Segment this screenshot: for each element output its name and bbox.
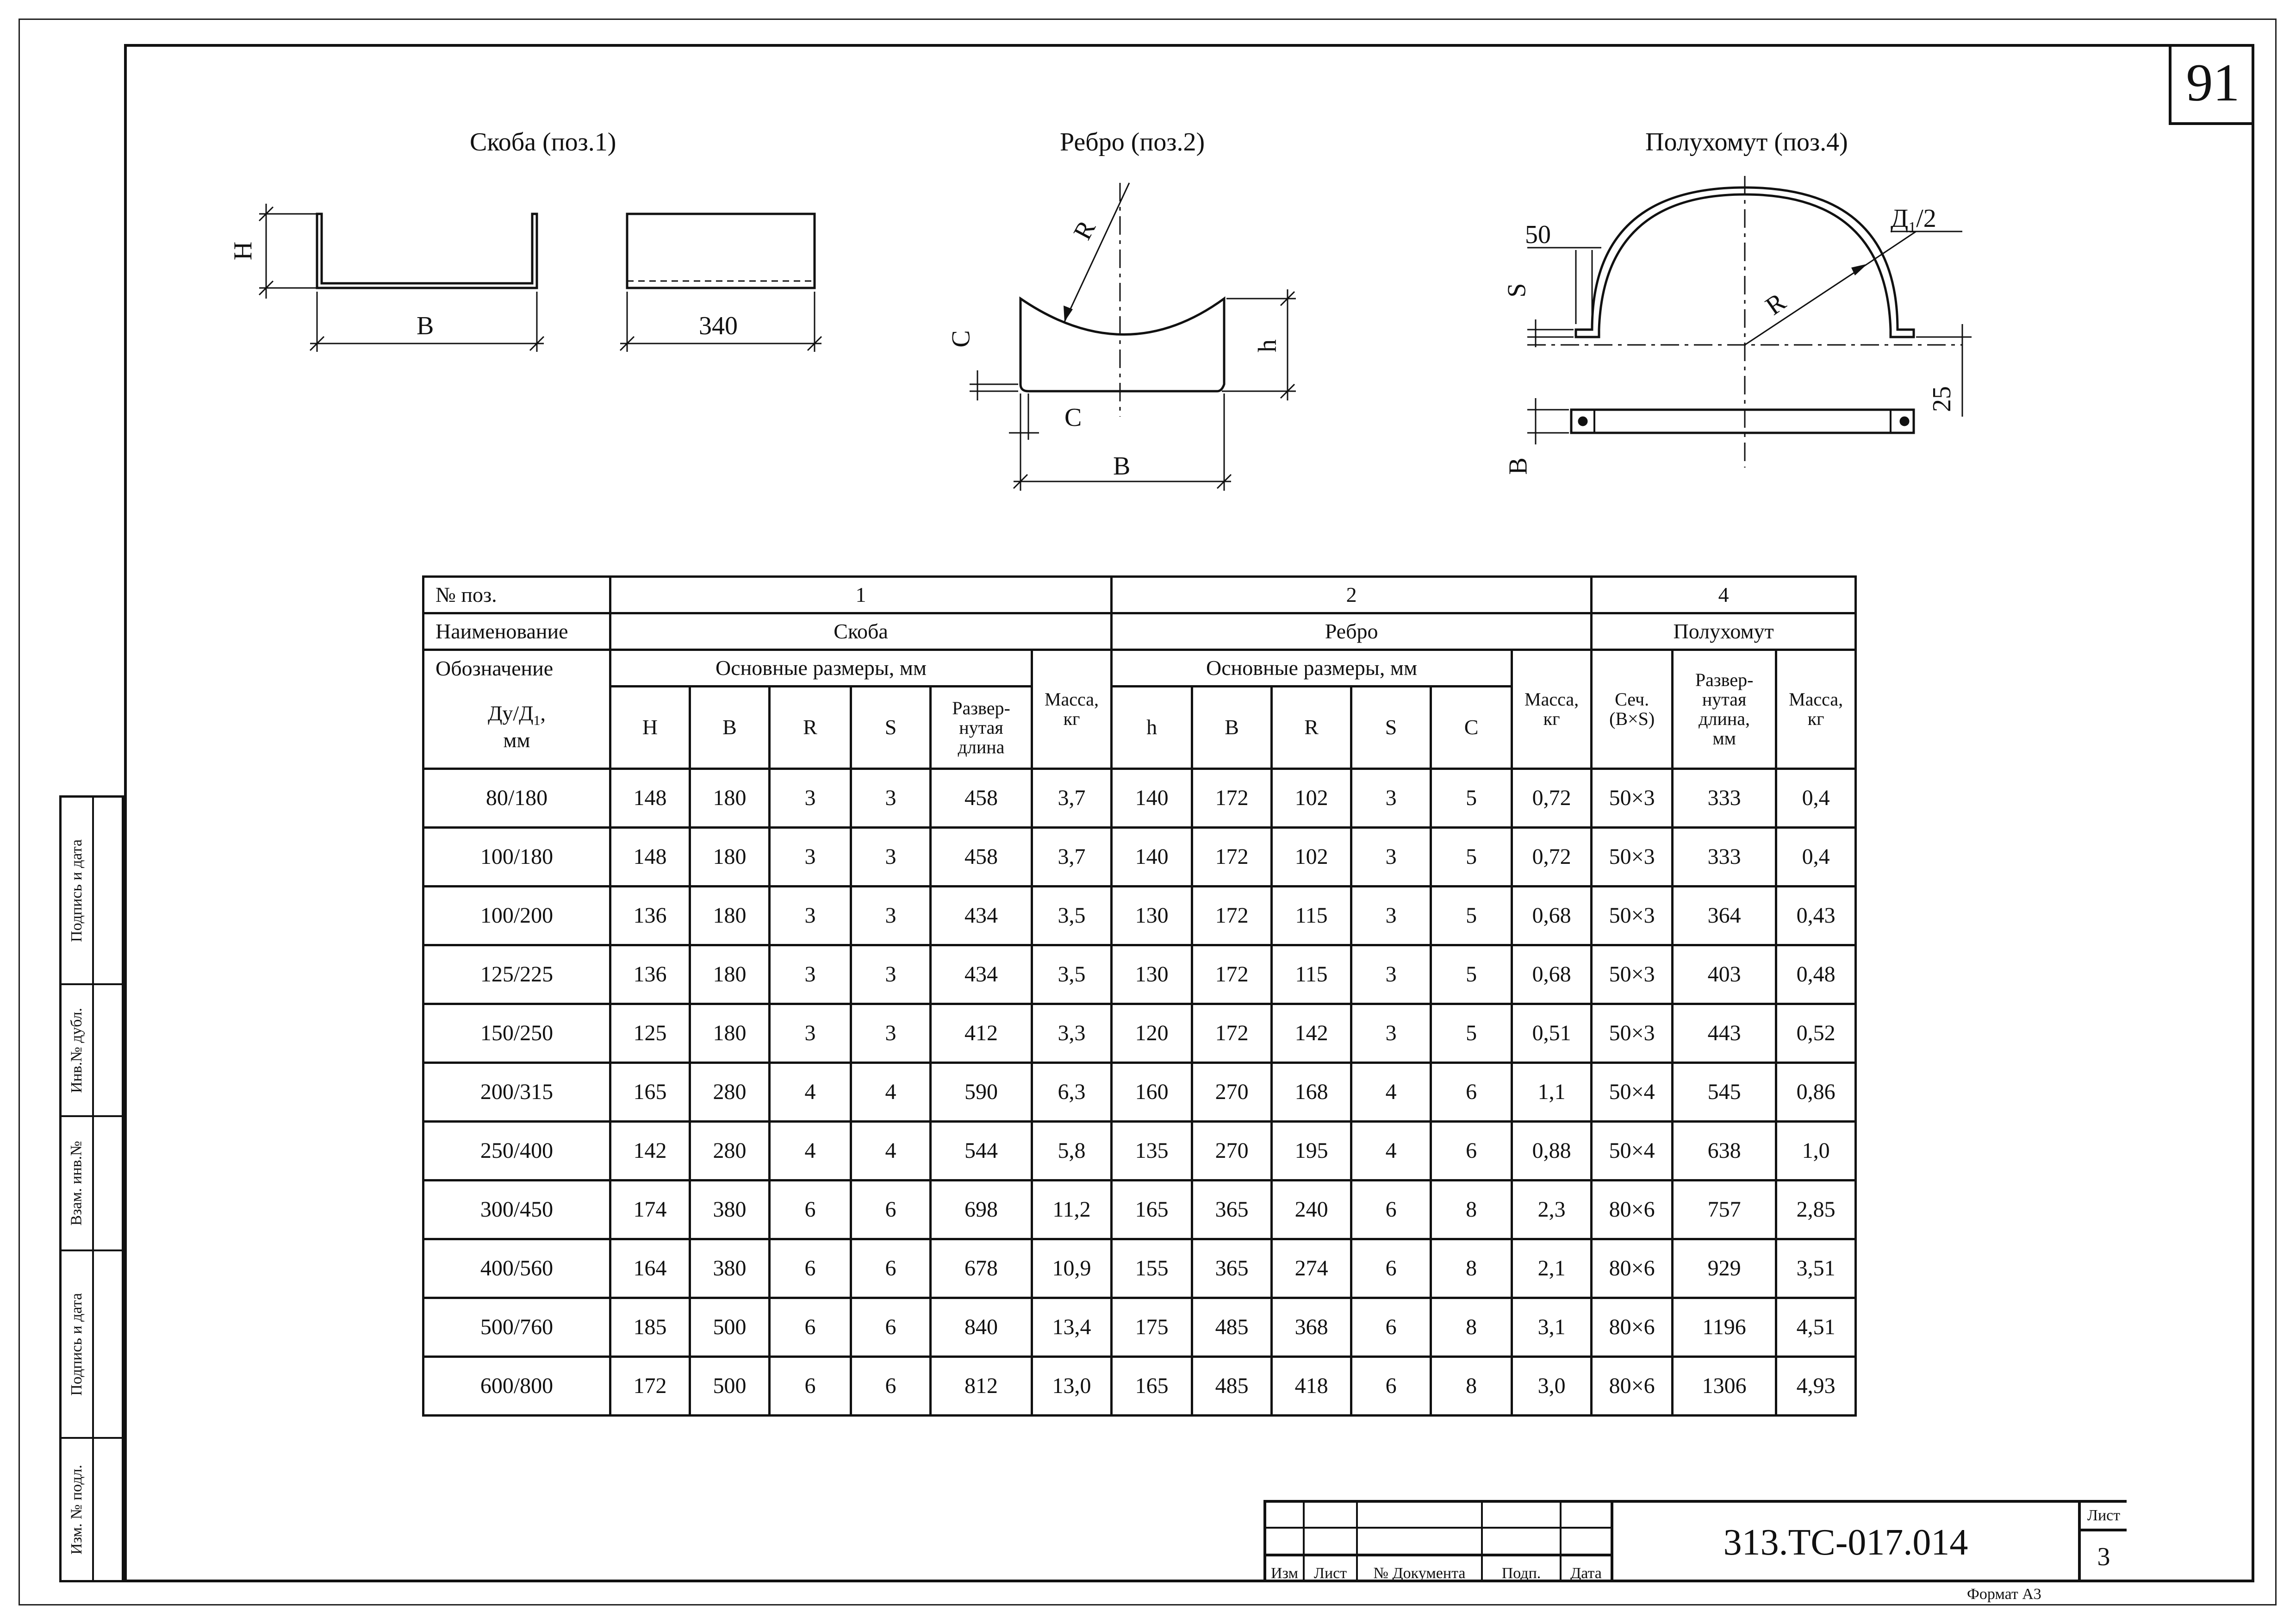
group3-col-mass: Масса, кг xyxy=(1776,650,1856,769)
table-row xyxy=(423,1122,1856,1181)
g2-col-h: h xyxy=(1112,687,1192,769)
side-stamp-label: Инв.№ дубл. xyxy=(68,1007,86,1093)
col-du-header: $Ду/Д_1$, мм xyxy=(423,687,610,769)
table-cell: 5 xyxy=(1431,828,1512,887)
table-cell: 380 xyxy=(690,1181,770,1239)
side-stamp-cell xyxy=(62,1117,122,1251)
table-cell: 3 xyxy=(851,769,931,828)
table-cell: 6 xyxy=(770,1181,851,1239)
format-label: Формат А3 xyxy=(1967,1586,2041,1603)
tb-code: 313.ТС-017.014 xyxy=(1611,1500,2078,1582)
table-cell: 8 xyxy=(1431,1298,1512,1357)
table-cell: 6 xyxy=(770,1298,851,1357)
table-cell: 485 xyxy=(1192,1298,1272,1357)
table-cell: 240 xyxy=(1272,1181,1351,1239)
table-row xyxy=(423,828,1856,887)
group3-col-section: Сеч. (B×S) xyxy=(1592,650,1673,769)
table-cell: 1196 xyxy=(1673,1298,1776,1357)
row-desig xyxy=(423,650,1856,687)
table-cell: 544 xyxy=(931,1122,1032,1181)
table-cell: 160 xyxy=(1112,1063,1192,1122)
table-cell: 6 xyxy=(851,1239,931,1298)
table-row xyxy=(423,1298,1856,1357)
table-cell: 380 xyxy=(690,1239,770,1298)
table-row xyxy=(423,887,1856,945)
row-du-cell: 300/450 xyxy=(423,1181,610,1239)
table-cell: 180 xyxy=(690,945,770,1004)
rebro-dim-h: h xyxy=(1253,339,1282,352)
table-cell: 3 xyxy=(770,769,851,828)
table-cell: 443 xyxy=(1673,1004,1776,1063)
table-cell: 485 xyxy=(1192,1357,1272,1416)
table-cell: 5 xyxy=(1431,1004,1512,1063)
polukhomut-dim-s: S xyxy=(1502,283,1531,298)
table-cell: 590 xyxy=(931,1063,1032,1122)
table-cell: 678 xyxy=(931,1239,1032,1298)
table-cell: 172 xyxy=(1192,1004,1272,1063)
polukhomut-dim-50: 50 xyxy=(1525,220,1551,249)
table-cell: 3,5 xyxy=(1032,887,1112,945)
group1-mass-header: Масса, кг xyxy=(1032,650,1112,769)
table-cell: 50×3 xyxy=(1592,945,1673,1004)
table-cell: 4 xyxy=(770,1063,851,1122)
table-cell: 3,1 xyxy=(1512,1298,1592,1357)
row-du-cell: 150/250 xyxy=(423,1004,610,1063)
table-cell: 6,3 xyxy=(1032,1063,1112,1122)
table-cell: 136 xyxy=(610,887,690,945)
table-cell: 500 xyxy=(690,1357,770,1416)
rebro-title: Ребро (поз.2) xyxy=(1060,128,1205,156)
table-cell: 403 xyxy=(1673,945,1776,1004)
group3-name: Полухомут xyxy=(1592,613,1856,650)
table-cell: 3 xyxy=(770,887,851,945)
table-cell: 0,72 xyxy=(1512,828,1592,887)
table-cell: 135 xyxy=(1112,1122,1192,1181)
table-row xyxy=(423,1357,1856,1416)
skoba-dim-h: H xyxy=(229,241,258,261)
table-cell: 130 xyxy=(1112,887,1192,945)
table-cell: 13,4 xyxy=(1032,1298,1112,1357)
table-cell: 458 xyxy=(931,769,1032,828)
table-cell: 148 xyxy=(610,769,690,828)
table-cell: 1306 xyxy=(1673,1357,1776,1416)
table-cell: 364 xyxy=(1673,887,1776,945)
rebro-dim-c-horiz: C xyxy=(1064,403,1082,432)
spec-table xyxy=(422,575,1857,1417)
g2-col-r: R xyxy=(1272,687,1351,769)
table-cell: 6 xyxy=(770,1357,851,1416)
table-cell: 412 xyxy=(931,1004,1032,1063)
side-stamp-label: Изм. № подл. xyxy=(68,1464,86,1555)
table-cell: 4 xyxy=(1351,1122,1431,1181)
table-cell: 3,3 xyxy=(1032,1004,1112,1063)
table-cell: 500 xyxy=(690,1298,770,1357)
table-cell: 0,52 xyxy=(1776,1004,1856,1063)
group3-pos: 4 xyxy=(1592,577,1856,613)
table-cell: 180 xyxy=(690,887,770,945)
table-cell: 3,7 xyxy=(1032,769,1112,828)
tb-label-izm: Изм xyxy=(1263,1554,1303,1582)
table-cell: 80×6 xyxy=(1592,1298,1673,1357)
table-cell: 365 xyxy=(1192,1181,1272,1239)
row-du-cell: 250/400 xyxy=(423,1122,610,1181)
table-cell: 840 xyxy=(931,1298,1032,1357)
tb-label-list: Лист xyxy=(1303,1554,1356,1582)
table-cell: 2,3 xyxy=(1512,1181,1592,1239)
table-cell: 140 xyxy=(1112,828,1192,887)
side-stamp-label: Подпись и дата xyxy=(68,1293,85,1396)
table-cell: 6 xyxy=(1351,1298,1431,1357)
table-cell: 165 xyxy=(1112,1357,1192,1416)
row-du-cell: 400/560 xyxy=(423,1239,610,1298)
table-cell: 0,4 xyxy=(1776,828,1856,887)
row-du-cell: 100/200 xyxy=(423,887,610,945)
table-cell: 3,51 xyxy=(1776,1239,1856,1298)
row-du-cell: 125/225 xyxy=(423,945,610,1004)
table-row xyxy=(423,945,1856,1004)
table-cell: 4 xyxy=(1351,1063,1431,1122)
table-cell: 6 xyxy=(1431,1122,1512,1181)
table-cell: 165 xyxy=(610,1063,690,1122)
tb-sheet-label: Лист xyxy=(2078,1500,2127,1529)
table-cell: 3,7 xyxy=(1032,828,1112,887)
table-cell: 1,1 xyxy=(1512,1063,1592,1122)
table-cell: 333 xyxy=(1673,828,1776,887)
table-cell: 165 xyxy=(1112,1181,1192,1239)
table-cell: 10,9 xyxy=(1032,1239,1112,1298)
table-cell: 80×6 xyxy=(1592,1181,1673,1239)
table-cell: 172 xyxy=(610,1357,690,1416)
table-cell: 280 xyxy=(690,1063,770,1122)
table-cell: 368 xyxy=(1272,1298,1351,1357)
table-cell: 3 xyxy=(851,828,931,887)
table-cell: 80×6 xyxy=(1592,1239,1673,1298)
group1-dims-header: Основные размеры, мм xyxy=(610,650,1032,687)
table-cell: 0,88 xyxy=(1512,1122,1592,1181)
group2-pos: 2 xyxy=(1112,577,1592,613)
table-cell: 3 xyxy=(1351,828,1431,887)
table-cell: 172 xyxy=(1192,945,1272,1004)
table-cell: 4 xyxy=(851,1122,931,1181)
side-stamp-label: Подпись и дата xyxy=(68,839,85,942)
table-cell: 545 xyxy=(1673,1063,1776,1122)
rebro-dim-r: R xyxy=(1068,215,1101,245)
table-cell: 164 xyxy=(610,1239,690,1298)
row-desig-label: Обозначение xyxy=(423,650,610,687)
table-cell: 5 xyxy=(1431,769,1512,828)
g1-col-s: S xyxy=(851,687,931,769)
table-cell: 4 xyxy=(851,1063,931,1122)
table-cell: 172 xyxy=(1192,769,1272,828)
table-body xyxy=(423,769,1856,1416)
table-cell: 115 xyxy=(1272,945,1351,1004)
table-cell: 3,0 xyxy=(1512,1357,1592,1416)
table-cell: 333 xyxy=(1673,769,1776,828)
table-cell: 102 xyxy=(1272,828,1351,887)
table-cell: 3 xyxy=(1351,1004,1431,1063)
title-block xyxy=(1263,1500,2254,1582)
row-name-label: Наименование xyxy=(423,613,610,650)
polukhomut-title: Полухомут (поз.4) xyxy=(1645,128,1848,156)
table-cell: 175 xyxy=(1112,1298,1192,1357)
table-cell: 4 xyxy=(770,1122,851,1181)
skoba-title: Скоба (поз.1) xyxy=(470,128,616,156)
row-du-cell: 200/315 xyxy=(423,1063,610,1122)
g2-col-c: C xyxy=(1431,687,1512,769)
table-cell: 180 xyxy=(690,769,770,828)
g1-col-length: Развер- нутая длина xyxy=(931,687,1032,769)
g2-col-s: S xyxy=(1351,687,1431,769)
table-cell: 0,51 xyxy=(1512,1004,1592,1063)
table-cell: 50×4 xyxy=(1592,1063,1673,1122)
table-cell: 757 xyxy=(1673,1181,1776,1239)
table-cell: 8 xyxy=(1431,1357,1512,1416)
table-cell: 3 xyxy=(1351,945,1431,1004)
table-cell: 50×3 xyxy=(1592,1004,1673,1063)
group2-name: Ребро xyxy=(1112,613,1592,650)
table-cell: 3 xyxy=(851,1004,931,1063)
table-cell: 274 xyxy=(1272,1239,1351,1298)
table-cell: 434 xyxy=(931,945,1032,1004)
table-cell: 80×6 xyxy=(1592,1357,1673,1416)
group2-mass-header: Масса, кг xyxy=(1512,650,1592,769)
table-cell: 929 xyxy=(1673,1239,1776,1298)
table-cell: 2,1 xyxy=(1512,1239,1592,1298)
table-cell: 3 xyxy=(851,945,931,1004)
row-du-cell: 600/800 xyxy=(423,1357,610,1416)
table-cell: 13,0 xyxy=(1032,1357,1112,1416)
table-cell: 0,43 xyxy=(1776,887,1856,945)
table-cell: 136 xyxy=(610,945,690,1004)
table-cell: 280 xyxy=(690,1122,770,1181)
row-du-cell: 100/180 xyxy=(423,828,610,887)
g2-col-b: B xyxy=(1192,687,1272,769)
table-cell: 168 xyxy=(1272,1063,1351,1122)
table-cell: 3 xyxy=(770,828,851,887)
rebro-dim-b: B xyxy=(1113,452,1131,481)
skoba-dim-length: 340 xyxy=(699,312,738,340)
table-cell: 5,8 xyxy=(1032,1122,1112,1181)
side-stamp-cell xyxy=(62,1439,122,1580)
table-cell: 172 xyxy=(1192,887,1272,945)
table-cell: 0,48 xyxy=(1776,945,1856,1004)
polukhomut-dim-25: 25 xyxy=(1928,386,1956,412)
table-cell: 140 xyxy=(1112,769,1192,828)
table-cell: 125 xyxy=(610,1004,690,1063)
g1-col-b: B xyxy=(690,687,770,769)
table-cell: 434 xyxy=(931,887,1032,945)
table-cell: 130 xyxy=(1112,945,1192,1004)
table-cell: 3,5 xyxy=(1032,945,1112,1004)
table-cell: 5 xyxy=(1431,945,1512,1004)
table-row xyxy=(423,769,1856,828)
side-stamp-cell xyxy=(62,1251,122,1439)
g1-col-h: H xyxy=(610,687,690,769)
table-cell: 2,85 xyxy=(1776,1181,1856,1239)
table-cell: 180 xyxy=(690,828,770,887)
table-cell: 3 xyxy=(1351,887,1431,945)
table-cell: 0,72 xyxy=(1512,769,1592,828)
table-cell: 115 xyxy=(1272,887,1351,945)
table-cell: 8 xyxy=(1431,1181,1512,1239)
table-cell: 50×3 xyxy=(1592,887,1673,945)
table-cell: 148 xyxy=(610,828,690,887)
table-cell: 270 xyxy=(1192,1122,1272,1181)
table-cell: 174 xyxy=(610,1181,690,1239)
side-stamp-cell xyxy=(62,985,122,1117)
table-cell: 4,93 xyxy=(1776,1357,1856,1416)
table-cell: 50×3 xyxy=(1592,769,1673,828)
table-cell: 5 xyxy=(1431,887,1512,945)
side-stamp xyxy=(59,795,124,1582)
polukhomut-dim-r: R xyxy=(1760,287,1791,321)
tb-sheet-number: 3 xyxy=(2078,1529,2127,1582)
group1-pos: 1 xyxy=(610,577,1112,613)
group1-name: Скоба xyxy=(610,613,1112,650)
table-cell: 6 xyxy=(851,1357,931,1416)
table-row xyxy=(423,1004,1856,1063)
table-cell: 180 xyxy=(690,1004,770,1063)
table-cell: 0,86 xyxy=(1776,1063,1856,1122)
table-cell: 698 xyxy=(931,1181,1032,1239)
polukhomut-dim-b: B xyxy=(1504,457,1533,475)
table-cell: 142 xyxy=(610,1122,690,1181)
table-row xyxy=(423,1181,1856,1239)
table-cell: 6 xyxy=(1351,1181,1431,1239)
row-name xyxy=(423,613,1856,650)
skoba-dim-b: B xyxy=(417,312,434,340)
table-cell: 812 xyxy=(931,1357,1032,1416)
tb-label-date: Дата xyxy=(1560,1554,1611,1582)
table-cell: 142 xyxy=(1272,1004,1351,1063)
table-cell: 172 xyxy=(1192,828,1272,887)
table-cell: 6 xyxy=(770,1239,851,1298)
table-cell: 102 xyxy=(1272,769,1351,828)
row-pos xyxy=(423,577,1856,613)
polukhomut-dim-d: $Д_1/2$ xyxy=(1891,204,1936,237)
table-cell: 6 xyxy=(851,1298,931,1357)
table-cell: 6 xyxy=(1351,1239,1431,1298)
table-cell: 1,0 xyxy=(1776,1122,1856,1181)
g1-col-r: R xyxy=(770,687,851,769)
table-cell: 638 xyxy=(1673,1122,1776,1181)
row-du-cell: 500/760 xyxy=(423,1298,610,1357)
tb-label-doc: № Документа xyxy=(1356,1554,1481,1582)
side-stamp-label: Взам. инв.№ xyxy=(68,1141,86,1226)
table-cell: 6 xyxy=(1431,1063,1512,1122)
rebro-drawing xyxy=(970,183,1296,491)
table-cell: 11,2 xyxy=(1032,1181,1112,1239)
table-cell: 185 xyxy=(610,1298,690,1357)
table-cell: 120 xyxy=(1112,1004,1192,1063)
rebro-dim-c-vert: C xyxy=(946,330,976,348)
table-cell: 195 xyxy=(1272,1122,1351,1181)
table-cell: 0,68 xyxy=(1512,945,1592,1004)
table-row xyxy=(423,1063,1856,1122)
table-cell: 270 xyxy=(1192,1063,1272,1122)
table-cell: 0,68 xyxy=(1512,887,1592,945)
table-row xyxy=(423,1239,1856,1298)
table-cell: 3 xyxy=(770,1004,851,1063)
table-cell: 365 xyxy=(1192,1239,1272,1298)
table-cell: 50×4 xyxy=(1592,1122,1673,1181)
table-cell: 0,4 xyxy=(1776,769,1856,828)
table-cell: 6 xyxy=(1351,1357,1431,1416)
table-cell: 3 xyxy=(770,945,851,1004)
side-stamp-cell xyxy=(62,798,122,985)
sheet-top-number: 91 xyxy=(2169,44,2254,125)
table-cell: 3 xyxy=(851,887,931,945)
table-cell: 8 xyxy=(1431,1239,1512,1298)
group2-dims-header: Основные размеры, мм xyxy=(1112,650,1512,687)
table-cell: 50×3 xyxy=(1592,828,1673,887)
table-cell: 4,51 xyxy=(1776,1298,1856,1357)
row-du-cell: 80/180 xyxy=(423,769,610,828)
table-cell: 3 xyxy=(1351,769,1431,828)
tb-label-sign: Подп. xyxy=(1481,1554,1560,1582)
table-cell: 418 xyxy=(1272,1357,1351,1416)
group3-col-length: Развер- нутая длина, мм xyxy=(1673,650,1776,769)
part-drawings xyxy=(0,0,2296,556)
row-pos-label: № поз. xyxy=(423,577,610,613)
table-cell: 458 xyxy=(931,828,1032,887)
table-cell: 155 xyxy=(1112,1239,1192,1298)
table-cell: 6 xyxy=(851,1181,931,1239)
